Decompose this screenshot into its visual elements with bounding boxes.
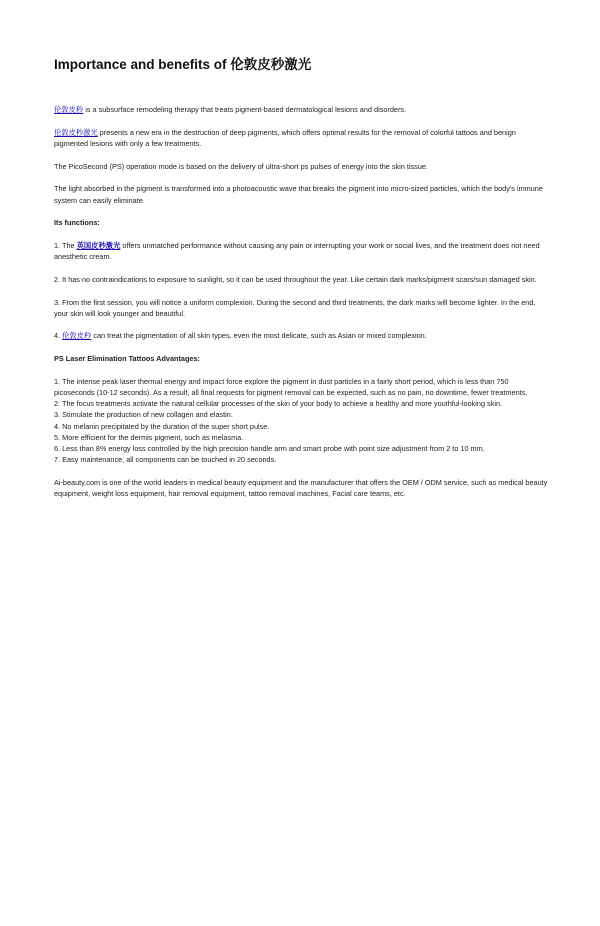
list-item: 1. The intense peak laser thermal energy and impact force explore the pigment in dust particles in a fairly short period, which is less than 750 picoseconds (10-12 seconds). As a result, all final requests for pigment removal can be expected, such as no pain, no downtime, fewer treatments. [54,376,528,398]
title-prefix: Importance and benefits of [54,57,231,72]
intro-paragraph-1-text: is a subsurface remodeling therapy that treats pigment-based dermatological lesions and disorders. [83,105,407,114]
function-item-1-text: offers unmatched performance without causing any pain or interrupting your work or social lives, and the treatment does not need anesthetic cream. [54,240,540,262]
function-item-1-prefix: 1. The [54,240,77,250]
article-body [54,104,550,499]
closing-paragraph: Ai-beauty.com is one of the world leaders in medical beauty equipment and the manufacturer that offers the OEM / ODM service, such as medical beauty equipment, weight loss equipment, hair removal equipment, tattoo removal machines, Facial care teams, etc. [54,477,548,499]
intro-paragraph-2 [54,127,550,149]
function-item-4 [54,330,550,341]
link-london-pico-2[interactable]: 伦敦皮秒 [62,331,92,341]
list-item: 4. No melanin precipitated by the duration of the super short pulse. [54,421,270,431]
function-item-4-text: can treat the pigmentation of all skin types, even the most delicate, such as Asian or mixed complexion. [91,331,427,341]
link-london-pico[interactable]: 伦敦皮秒 [54,105,84,114]
intro-paragraph-4: The light absorbed in the pigment is transformed into a photoacoustic wave that breaks the pigment into micro-sized particles, which the body's immune system can easily eliminate. [54,184,543,205]
title-cjk: 伦敦皮秒激光 [230,57,312,72]
intro-paragraph-3: The PicoSecond (PS) operation mode is based on the delivery of ultra-short ps pulses of energy into the skin tissue. [54,161,428,171]
page-title [54,53,311,73]
function-item-1 [54,240,550,262]
advantages-list [54,376,550,466]
function-item-4-prefix: 4. [54,331,63,341]
link-uk-pico-laser[interactable]: 英国皮秒激光 [76,240,121,250]
list-item: 6. Less than 8% energy loss controlled by the high precision handle arm and smart probe with point size adjustment from 2 to 10 mm. [54,444,485,454]
list-item: 5. More efficient for the dermis pigment, such as melasma. [54,432,244,442]
list-item: 3. Stimulate the production of new collagen and elastin. [54,410,233,420]
intro-paragraph-1 [54,104,550,115]
list-item: 7. Easy maintenance, all components can be touched in 20 seconds. [54,455,277,465]
link-london-pico-laser[interactable]: 伦敦皮秒激光 [54,127,98,137]
list-item: 2. The focus treatments activate the natural cellular processes of the skin of your body to achieve a healthy and more youthful-looking skin. [54,399,503,409]
function-item-3: 3. From the first session, you will notice a uniform complexion. During the second and third treatments, the dark marks will become lighter. In the end, your skin will look younger and beautiful. [54,297,536,318]
functions-heading: Its functions: [54,218,100,228]
function-item-2: 2. It has no contraindications to exposure to sunlight, so it can be used throughout the year. Like certain dark marks/pigment scars/sun damaged skin. [54,274,537,284]
intro-paragraph-2-text: presents a new era in the destruction of deep pigments, which offers optimal results for the removal of colorful tattoos and benign pigmented lesions with only a few treatments. [54,127,516,148]
advantages-heading: PS Laser Elimination Tattoos Advantages: [54,354,200,364]
